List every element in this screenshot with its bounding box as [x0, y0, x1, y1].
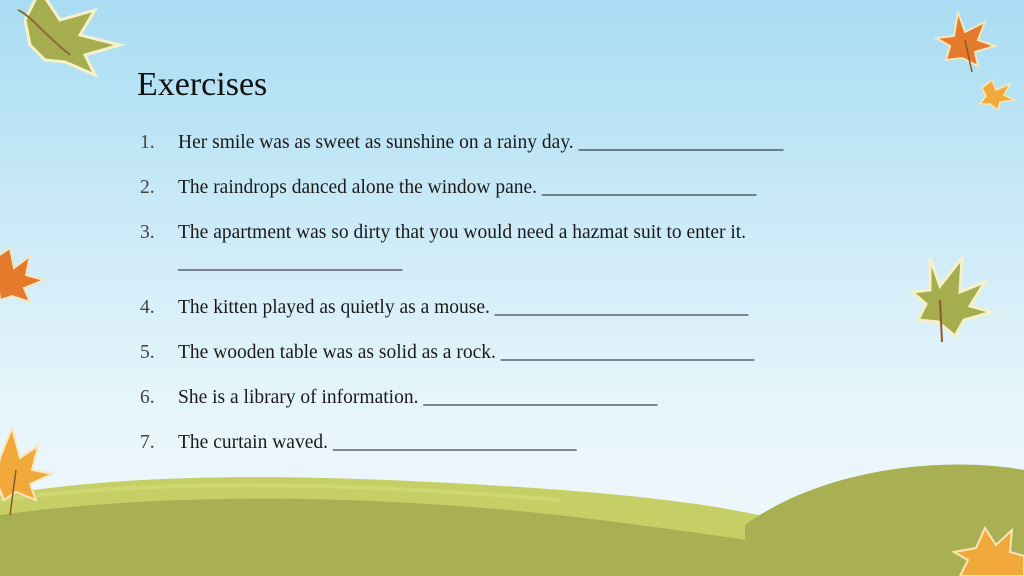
exercise-item-3 — [140, 218, 860, 278]
exercise-list — [140, 128, 860, 473]
exercise-number: 6. — [140, 387, 155, 408]
exercise-number: 4. — [140, 297, 155, 318]
exercise-number: 3. — [140, 222, 155, 243]
leaf-small-yellow — [980, 80, 1014, 110]
answer-blank: __________________________ — [500, 342, 755, 363]
exercise-item-2 — [140, 173, 860, 203]
answer-blank: ______________________ — [541, 177, 757, 198]
answer-blank: _________________________ — [332, 432, 577, 453]
exercise-sentence: The raindrops danced alone the window pane. — [178, 177, 537, 198]
exercise-sentence: The curtain waved. — [178, 432, 328, 453]
exercise-number: 1. — [140, 132, 155, 153]
exercise-sentence: The kitten played as quietly as a mouse. — [178, 297, 490, 318]
answer-blank: _______________________ — [178, 252, 403, 273]
exercise-sentence: She is a library of information. — [178, 387, 419, 408]
leaf-right-middle — [912, 258, 992, 342]
exercise-sentence: The wooden table was as solid as a rock. — [178, 342, 496, 363]
leaf-top-left — [18, 0, 120, 75]
slide-title: Exercises — [137, 66, 268, 103]
exercise-number: 2. — [140, 177, 155, 198]
answer-blank: __________________________ — [494, 297, 749, 318]
exercise-item-1 — [140, 128, 860, 158]
exercise-number: 7. — [140, 432, 155, 453]
exercise-item-6 — [140, 383, 860, 413]
answer-blank: ________________________ — [423, 387, 658, 408]
exercise-item-7 — [140, 428, 860, 458]
exercise-number: 5. — [140, 342, 155, 363]
exercise-item-5 — [140, 338, 860, 368]
leaf-top-right — [936, 12, 995, 72]
leaf-left-middle — [0, 248, 44, 302]
exercise-sentence: The apartment was so dirty that you would need a hazmat suit to enter it. — [178, 222, 747, 243]
exercise-sentence: Her smile was as sweet as sunshine on a rainy day. — [178, 132, 574, 153]
exercise-item-4 — [140, 293, 860, 323]
answer-blank: _____________________ — [578, 132, 784, 153]
